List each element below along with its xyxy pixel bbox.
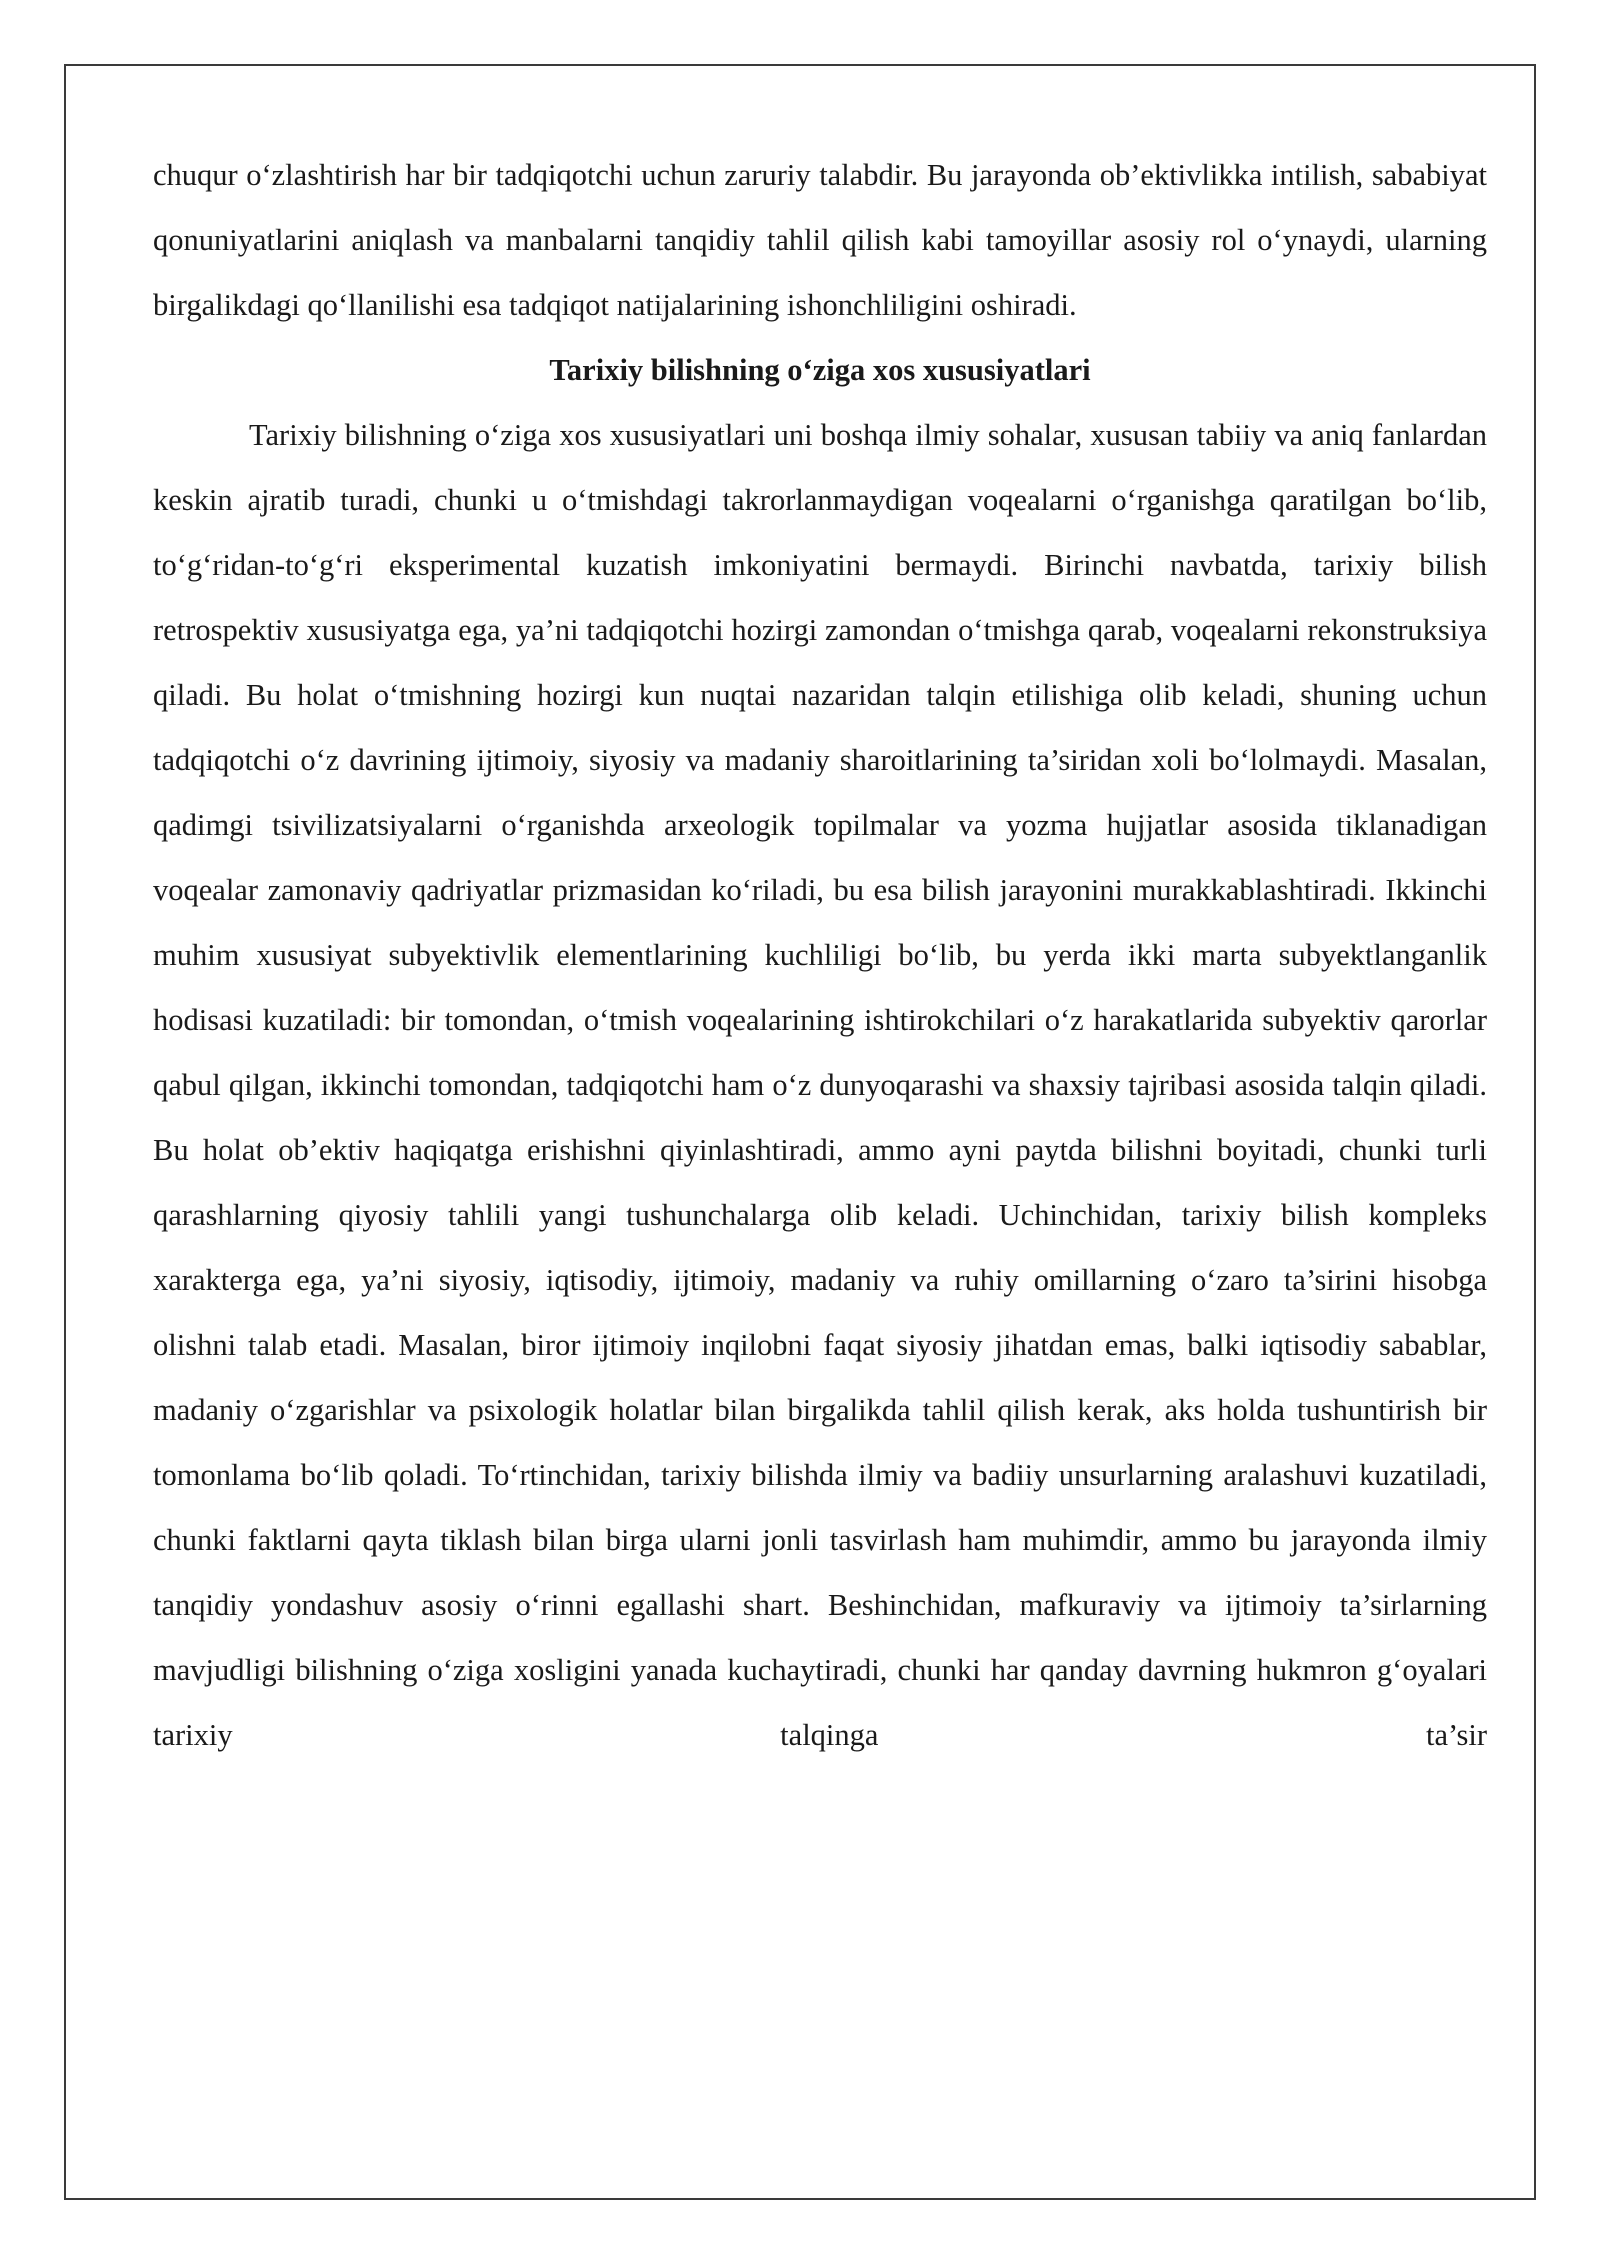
document-body bbox=[153, 143, 1487, 1768]
intro-paragraph: chuqur o‘zlashtirish har bir tadqiqotchi uchun zaruriy talabdir. Bu jarayonda ob’ektivlikka intilish, sababiyat qonuniyatlarini aniqlash va manbalarni tanqidiy tahlil qilish kabi tamoyillar asosiy rol o‘ynaydi, ularning birgalikdagi qo‘llanilishi esa tadqiqot natijalarining ishonchliligini oshiradi. bbox=[153, 158, 1487, 322]
body-paragraph: Tarixiy bilishning o‘ziga xos xususiyatlari uni boshqa ilmiy sohalar, xususan tabiiy va aniq fanlardan keskin ajratib turadi, chunki u o‘tmishdagi takrorlanmaydigan voqealarni o‘rganishga qaratilgan bo‘lib, to‘g‘ridan-to‘g‘ri eksperimental kuzatish imkoniyatini bermaydi. Birinchi navbatda, tarixiy bilish retrospektiv xususiyatga ega, ya’ni tadqiqotchi hozirgi zamondan o‘tmishga qarab, voqealarni rekonstruksiya qiladi. Bu holat o‘tmishning hozirgi kun nuqtai nazaridan talqin etilishiga olib keladi, shuning uchun tadqiqotchi o‘z davrining ijtimoiy, siyosiy va madaniy sharoitlarining ta’siridan xoli bo‘lolmaydi. Masalan, qadimgi tsivilizatsiyalarni o‘rganishda arxeologik topilmalar va yozma hujjatlar asosida tiklanadigan voqealar zamonaviy qadriyatlar prizmasidan ko‘riladi, bu esa bilish jarayonini murakkablashtiradi. Ikkinchi muhim xususiyat subyektivlik elementlarining kuchliligi bo‘lib, bu yerda ikki marta subyektlanganlik hodisasi kuzatiladi: bir tomondan, o‘tmish voqealarining ishtirokchilari o‘z harakatlarida subyektiv qarorlar qabul qilgan, ikkinchi tomondan, tadqiqotchi ham o‘z dunyoqarashi va shaxsiy tajribasi asosida talqin qiladi. Bu holat ob’ektiv haqiqatga erishishni qiyinlashtiradi, ammo ayni paytda bilishni boyitadi, chunki turli qarashlarning qiyosiy tahlili yangi tushunchalarga olib keladi. Uchinchidan, tarixiy bilish kompleks xarakterga ega, ya’ni siyosiy, iqtisodiy, ijtimoiy, madaniy va ruhiy omillarning o‘zaro ta’sirini hisobga olishni talab etadi. Masalan, biror ijtimoiy inqilobni faqat siyosiy jihatdan emas, balki iqtisodiy sabablar, madaniy o‘zgarishlar va psixologik holatlar bilan birgalikda tahlil qilish kerak, aks holda tushuntirish bir tomonlama bo‘lib qoladi. To‘rtinchidan, tarixiy bilishda ilmiy va badiiy unsurlarning aralashuvi kuzatiladi, chunki faktlarni qayta tiklash bilan birga ularni jonli tasvirlash ham muhimdir, ammo bu jarayonda ilmiy tanqidiy yondashuv asosiy o‘rinni egallashi shart. Beshinchidan, mafkuraviy va ijtimoiy ta’sirlarning mavjudligi bilishning o‘ziga xosligini yanada kuchaytiradi, chunki har qanday davrning hukmron g‘oyalari tarixiy talqinga ta’sir bbox=[153, 418, 1487, 1752]
section-heading: Tarixiy bilishning o‘ziga xos xususiyatlari bbox=[549, 353, 1091, 387]
